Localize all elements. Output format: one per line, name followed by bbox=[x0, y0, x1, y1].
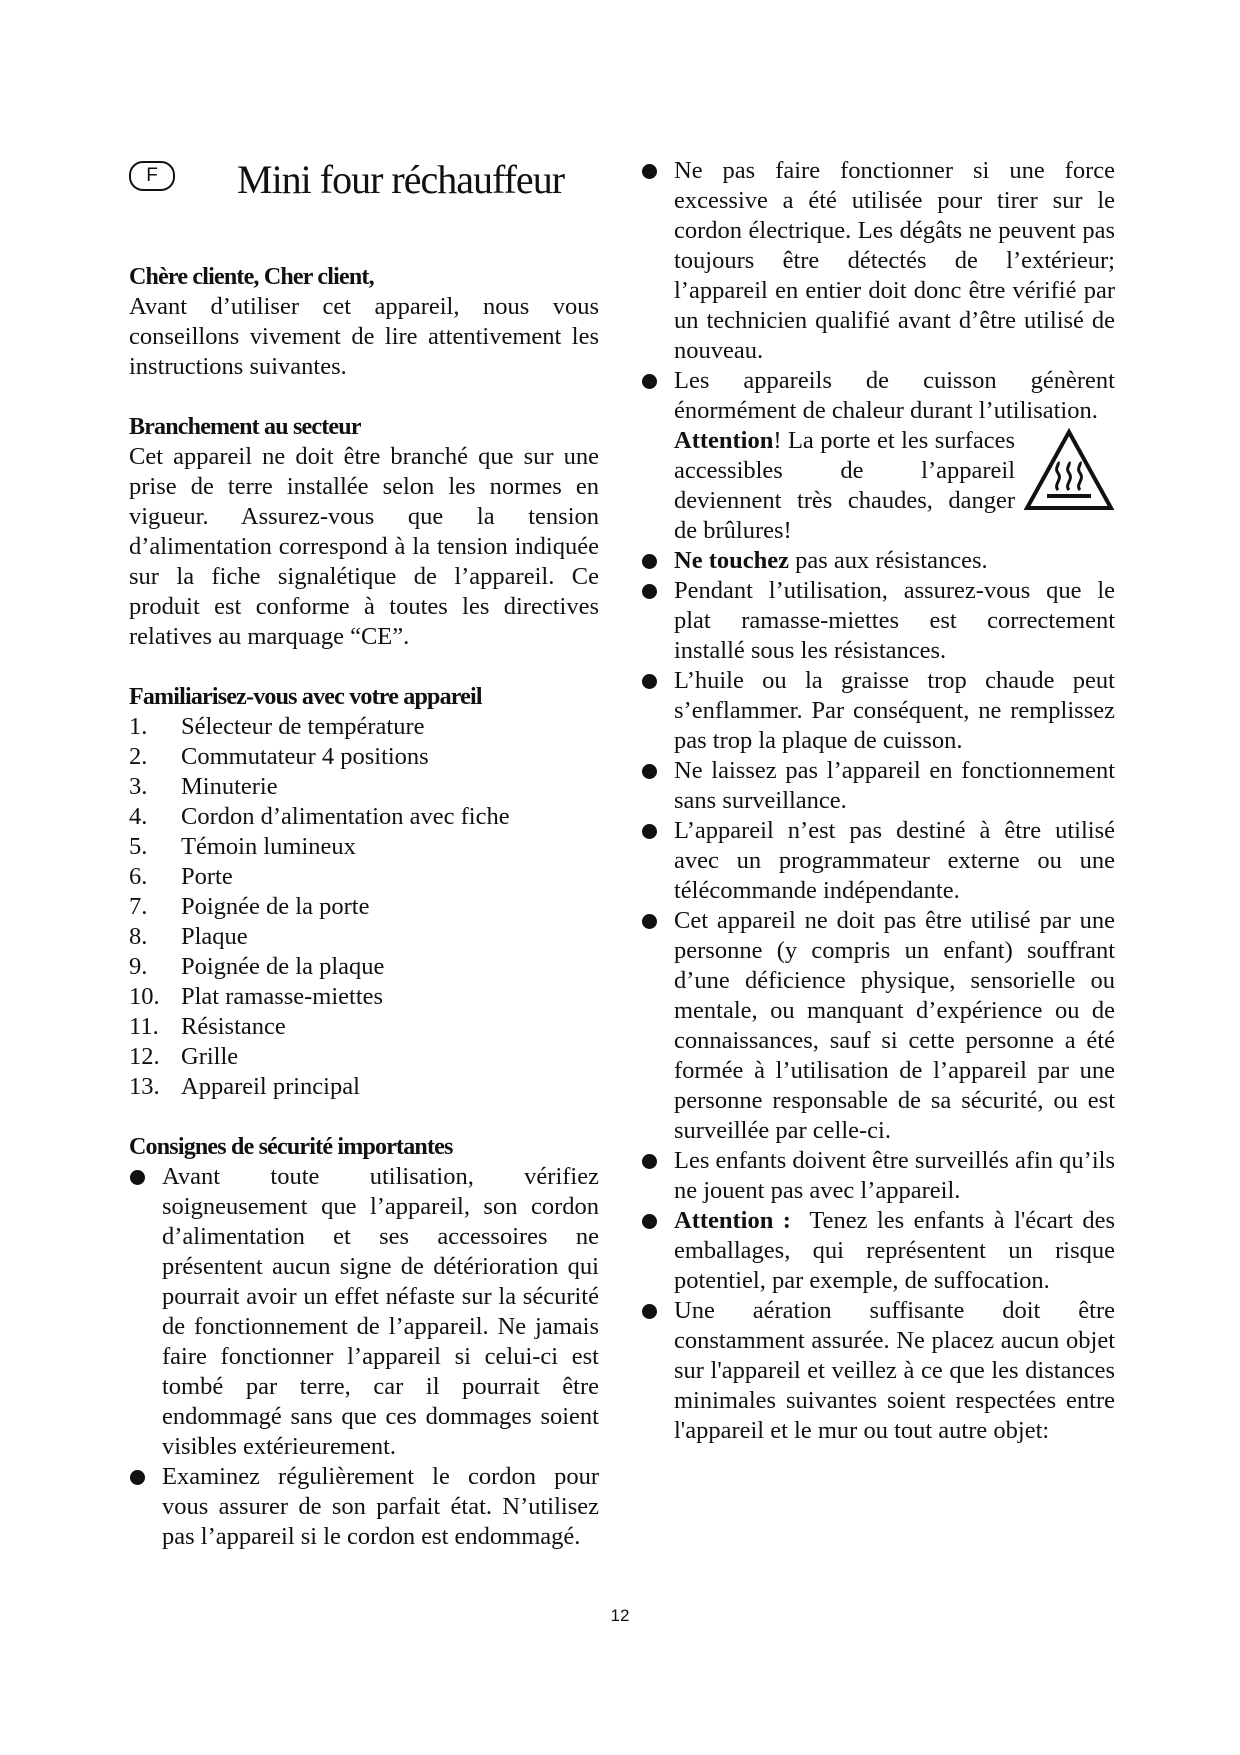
list-item: Attention : Tenez les enfants à l'écart des emballages, qui représentent un risque potentiel, par exemple, de suffocation. bbox=[641, 1206, 1115, 1296]
list-item: 10. Plat ramasse-miettes bbox=[129, 983, 384, 1010]
list-item: 4. Cordon d’alimentation avec fiche bbox=[129, 803, 510, 830]
list-item: Les enfants doivent être surveillés afin qu’ils ne jouent pas avec l’appareil. bbox=[641, 1146, 1115, 1206]
safety-list-left bbox=[129, 1162, 599, 1552]
parts-heading: Familiarisez-vous avec votre appareil bbox=[129, 684, 482, 710]
list-item: Cet appareil ne doit pas être utilisé par une personne (y compris un enfant) souffrant d’une déficience physique, sensorielle ou mentale, ou manquant d’expérience ou de connaissances, sauf si cette personne a été formée à l’utilisation de l’appareil par une personne responsable de sa sécurité, ou est surveillée par celle-ci. bbox=[641, 906, 1115, 1146]
greeting-heading: Chère cliente, Cher client, bbox=[129, 264, 374, 290]
list-item: L’appareil n’est pas destiné à être utilisé avec un programmateur externe ou une télécommande indépendante. bbox=[641, 816, 1115, 906]
list-item: Pendant l’utilisation, assurez-vous que le plat ramasse-miettes est correctement installé sous les résistances. bbox=[641, 576, 1115, 666]
list-item: Une aération suffisante doit être constamment assurée. Ne placez aucun objet sur l'appareil et veillez à ce que les distances minimales suivantes soient respectées entre l'appareil et le mur ou tout autre objet: bbox=[641, 1296, 1115, 1446]
list-item: Ne touchez pas aux résistances. bbox=[641, 546, 1115, 576]
cooking-heat-text: Les appareils de cuisson génèrent énormément de chaleur durant l’utilisation. bbox=[674, 367, 1115, 424]
list-item: 6. Porte bbox=[129, 863, 233, 890]
list-item: 12. Grille bbox=[129, 1043, 239, 1070]
list-item: 9. Poignée de la plaque bbox=[129, 953, 385, 980]
power-text: Cet appareil ne doit être branché que sur une prise de terre installée selon les normes en vigueur. Assurez-vous que la tension d’alimentation correspond à la tension indiquée sur la fiche signalétique de l’appareil. Ce produit est conforme à toutes les directives relatives au marquage “CE”. bbox=[129, 443, 599, 650]
page-title: Mini four réchauffeur bbox=[237, 157, 565, 202]
greeting-text: Avant d’utiliser cet appareil, nous vous conseillons vivement de lire attentivement les instructions suivantes. bbox=[129, 293, 599, 380]
parts-list bbox=[129, 712, 599, 1102]
greeting-section bbox=[129, 262, 599, 382]
list-item: 7. Poignée de la porte bbox=[129, 893, 370, 920]
left-column bbox=[129, 150, 599, 1552]
safety-heading: Consignes de sécurité importantes bbox=[129, 1134, 453, 1160]
list-item: 1. Sélecteur de température bbox=[129, 713, 425, 740]
list-item: 3. Minuterie bbox=[129, 773, 278, 800]
hot-surface-warning-icon bbox=[1023, 428, 1115, 512]
list-item: Ne laissez pas l’appareil en fonctionnement sans surveillance. bbox=[641, 756, 1115, 816]
list-item: Ne pas faire fonctionner si une force excessive a été utilisée pour tirer sur le cordon électrique. Les dégâts ne peuvent pas toujours être détectés de l’extérieur; l’appareil en entier doit donc être vérifié par un technicien qualifié avant d’être utilisé de nouveau. bbox=[641, 156, 1115, 366]
list-item: L’huile ou la graisse trop chaude peut s’enflammer. Par conséquent, ne remplissez pas trop la plaque de cuisson. bbox=[641, 666, 1115, 756]
safety-list-right bbox=[641, 156, 1122, 1446]
hot-surface-warning bbox=[674, 426, 1115, 546]
warning-text: Attention! La porte et les surfaces accessibles de l’appareil deviennent très chaudes, danger de brûlures! bbox=[674, 427, 1015, 544]
list-item: Avant toute utilisation, vérifiez soigneusement que l’appareil, son cordon d’alimentation et ses accessoires ne présentent aucun signe de détérioration qui pourrait avoir un effet néfaste sur la sécurité de fonctionnement de l’appareil. Ne jamais faire fonctionner l’appareil si celui-ci est tombé par terre, car il pourrait être endommagé sans que ces dommages soient visibles extérieurement. bbox=[129, 1162, 599, 1462]
list-item bbox=[641, 366, 1115, 546]
list-item: 5. Témoin lumineux bbox=[129, 833, 356, 860]
safety-section bbox=[129, 1132, 599, 1552]
parts-section bbox=[129, 682, 599, 1102]
page-number: 12 bbox=[610, 1606, 630, 1625]
right-column bbox=[641, 156, 1122, 1446]
language-badge: F bbox=[129, 161, 175, 191]
power-section bbox=[129, 412, 599, 652]
power-heading: Branchement au secteur bbox=[129, 414, 361, 440]
list-item: 13. Appareil principal bbox=[129, 1073, 360, 1100]
list-item: 11. Résistance bbox=[129, 1013, 286, 1040]
title-row bbox=[129, 150, 599, 210]
list-item: 2. Commutateur 4 positions bbox=[129, 743, 429, 770]
list-item: 8. Plaque bbox=[129, 923, 248, 950]
list-item: Examinez régulièrement le cordon pour vous assurer de son parfait état. N’utilisez pas l’appareil si le cordon est endommagé. bbox=[129, 1462, 599, 1552]
